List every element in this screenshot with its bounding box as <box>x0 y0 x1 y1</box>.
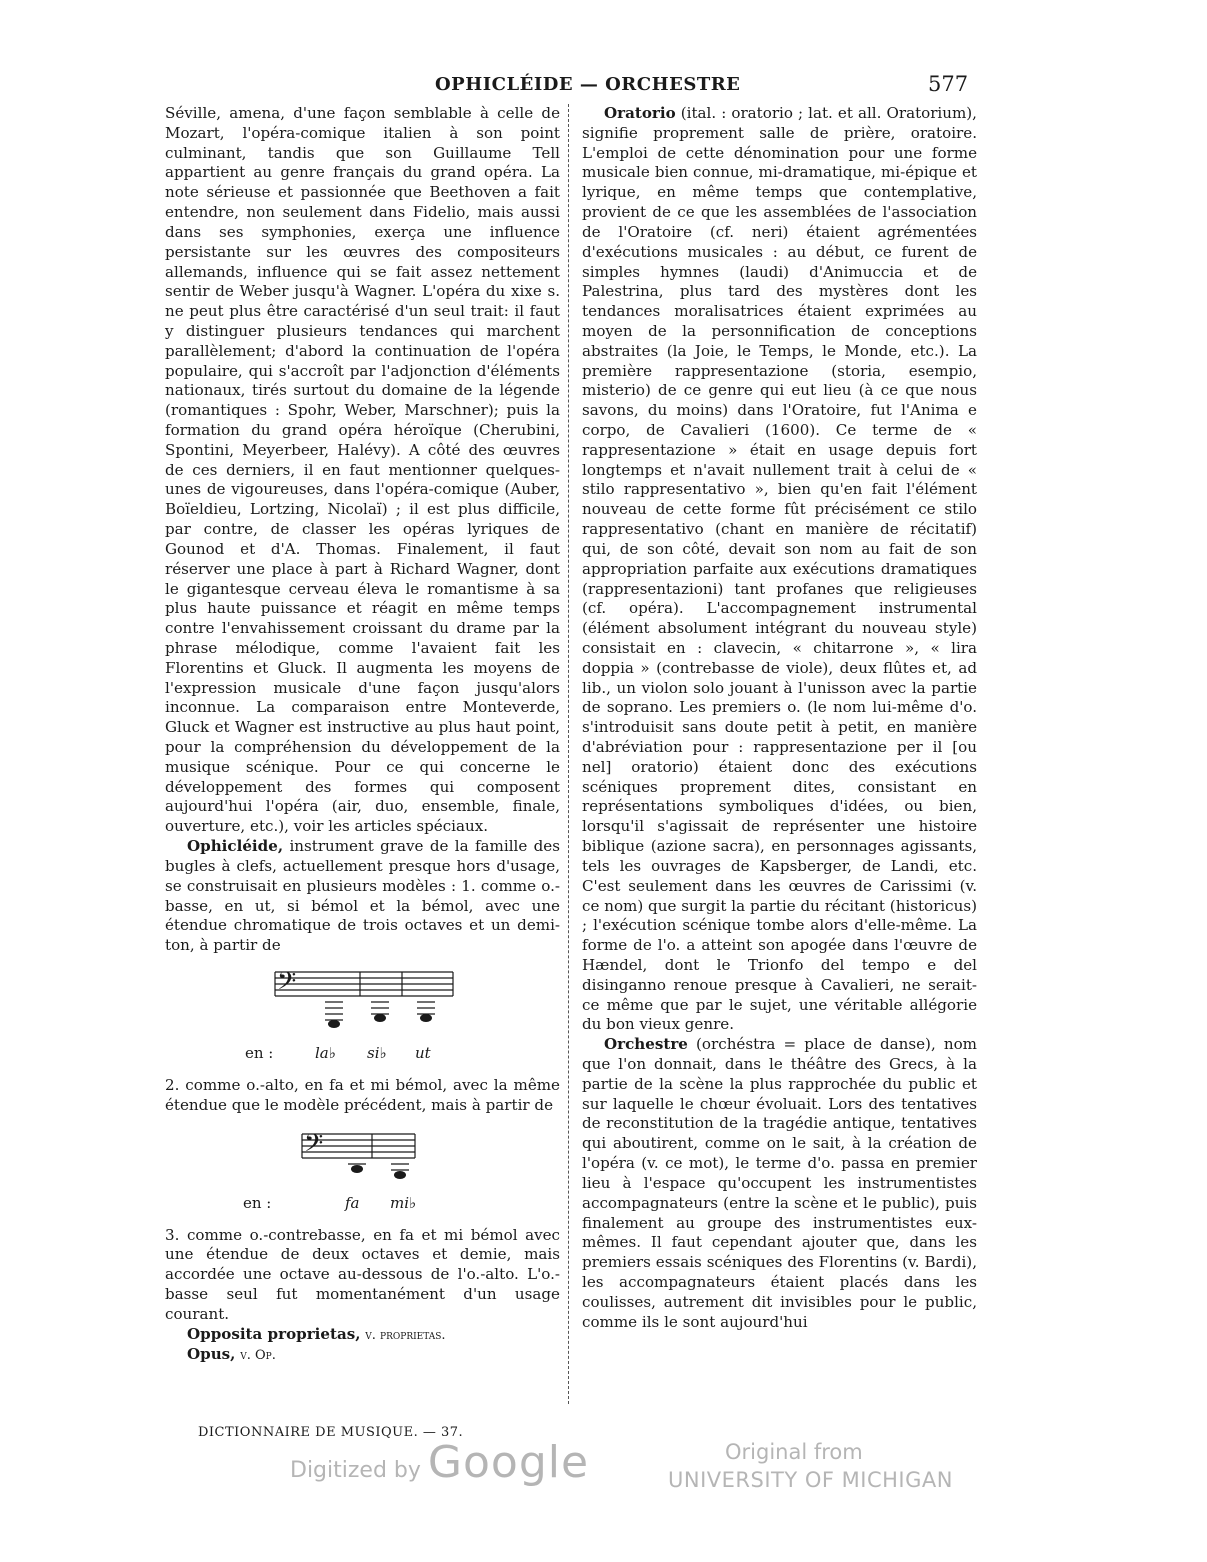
example-1-en: en : <box>245 1043 274 1062</box>
oratorio-headword: Oratorio <box>604 104 676 122</box>
contrebasse-paragraph: 3. comme o.-contrebasse, en fa et mi bémol avec une étendue de deux octaves et demie, mais accordée une octave au-dessous de l'o.-alto. L'o.-basse seul fut momentanément d'un usage courant. <box>165 1225 560 1323</box>
example-1-labels <box>165 1044 560 1066</box>
orchestre-entry <box>582 1035 977 1332</box>
page-title: OPHICLÉIDE — ORCHESTRE <box>435 74 741 95</box>
orchestre-headword: Orchestre <box>604 1035 688 1054</box>
opus-entry <box>165 1345 560 1366</box>
opposita-crossref: v. proprietas. <box>365 1327 446 1343</box>
oratorio-entry <box>582 104 977 1035</box>
ophicleide-entry <box>165 837 560 956</box>
bass-staff-1 <box>165 964 560 1040</box>
opus-crossref: v. Op. <box>240 1348 276 1364</box>
google-logo-text: Google <box>427 1437 590 1488</box>
note-label: si♭ <box>367 1043 387 1062</box>
opposita-headword: Opposita proprietas, <box>187 1324 361 1343</box>
ophicleide-text: instrument grave de la famille des bugles à clefs, actuellement presque hors d'usage, se construisait en plusieurs modèles : 1. comme o.-basse, en ut, si bémol et la bémol, avec une étendue chromatique de trois octaves et un demi-ton, à partir de <box>165 837 560 955</box>
svg-text:𝄢: 𝄢 <box>304 1128 324 1164</box>
ophicleide-headword: Ophicléide, <box>187 837 284 856</box>
signature-mark: DICTIONNAIRE DE MUSIQUE. — 37. <box>198 1425 464 1440</box>
university-text: UNIVERSITY OF MICHIGAN <box>668 1468 953 1492</box>
bass-staff-2 <box>165 1124 560 1190</box>
orchestre-text: (orchéstra = place de danse), nom que l'on donnait, dans le théâtre des Grecs, à la partie de la scène la plus rapprochée du public et sur laquelle le chœur évoluait. Lors des tentatives de reconstitution de la tragédie antique, tentatives qui aboutirent, comme on le sait, à la création de l'opéra (v. ce mot), le terme d'o. passa en premier lieu à l'espace qu'occupent les instrumentistes accompagnateurs (entre la scène et le public), puis finalement au groupe des instrumentistes eux-mêmes. Il faut cependant ajouter que, dans les premiers essais scéniques des Florentins (v. Bardi), les accompagnateurs étaient placés dans les coulisses, autrement dit invisibles pour le public, comme ils le sont aujourd'hui <box>582 1035 977 1331</box>
example-2-en: en : <box>243 1193 272 1212</box>
note-label: fa <box>345 1193 360 1212</box>
right-column <box>582 104 977 1332</box>
column-rule <box>568 104 569 1404</box>
music-example-2 <box>165 1124 560 1190</box>
page-number: 577 <box>928 72 969 96</box>
running-header <box>0 70 1207 100</box>
example-2-labels <box>165 1194 560 1216</box>
digitized-by-text: Digitized by <box>290 1458 421 1483</box>
opposita-entry <box>165 1325 560 1346</box>
svg-text:𝄢: 𝄢 <box>277 966 297 1002</box>
note-label: ut <box>415 1043 431 1062</box>
opus-headword: Opus, <box>187 1345 236 1364</box>
original-from-text: Original from <box>725 1440 863 1464</box>
left-column <box>165 104 560 1366</box>
music-example-1 <box>165 964 560 1040</box>
google-watermark <box>290 1437 589 1488</box>
note-label: mi♭ <box>390 1193 417 1212</box>
alto-paragraph: 2. comme o.-alto, en fa et mi bémol, avec la même étendue que le modèle précédent, mais à partir de <box>165 1075 560 1114</box>
note-label: la♭ <box>315 1043 336 1062</box>
oratorio-text: (ital. : oratorio ; lat. et all. Oratorium), signifie proprement salle de prière, oratoire. L'emploi de cette dénomination pour une forme musicale bien connue, mi-dramatique, mi-épique et lyrique, en même temps que contemplative, provient de ce que les assemblées de l'association de l'Oratoire (cf. neri) étaient agrémentées d'exécutions musicales : au début, ce furent de simples hymnes (laudi) d'Animuccia et de Palestrina, plus tard des mystères dont les tendances moralisatrices étaient exprimées au moyen de la personnification de conceptions abstraites (la Joie, le Temps, le Monde, etc.). La première rappresentazione (storia, esempio, misterio) de ce genre qui eut lieu (à ce que nous savons, du moins) dans l'Oratoire, fut l'Anima e corpo, de Cavalieri (1600). Ce terme de « rappresentazione » était en usage depuis fort longtemps et n'avait nullement trait à celui de « stilo rappresentativo », bien qu'en fait l'élément nouveau de cette forme fût précisément ce stilo rappresentativo (chant en manière de récitatif) qui, de son côté, devait son nom au fait de son appropriation parfaite aux exécutions dramatiques (rappresentazioni) tant profanes que religieuses (cf. opéra). L'accompagnement instrumental (élément absolument intégrant du nouveau style) consistait en : clavecin, « chitarrone », « lira doppia » (contrebasse de viole), deux flûtes et, ad lib., un violon solo jouant à l'unisson avec la partie de soprano. Les premiers o. (le nom lui-même d'o. s'introduisit sans doute petit à petit, en manière d'abréviation pour : rappresentazione per il [ou nel] oratorio) étaient donc des exécutions scéniques proprement dites, consistant en représentations symboliques d'idées, ou bien, lorsqu'il s'agissait de représenter une histoire biblique (azione sacra), en personnages agissants, tels les ouvrages de Kapsberger, de Landi, etc. C'est seulement dans les œuvres de Carissimi (v. ce nom) que surgit la partie du récitant (historicus) ; l'exécution scénique tombe alors d'elle-même. La forme de l'o. a atteint son apogée dans l'œuvre de Hændel, dont le Trionfo del tempo e del disinganno renoue presque à Cavalieri, ne serait-ce même que par le sujet, une véritable allégorie du bon vieux genre. <box>582 104 977 1034</box>
opera-paragraph: Séville, amena, d'une façon semblable à celle de Mozart, l'opéra-comique italien à son point culminant, tandis que son Guillaume Tell appartient au genre français du grand opéra. La note sérieuse et passionnée que Beethoven a fait entendre, non seulement dans Fidelio, mais aussi dans ses symphonies, exerça une influence persistante sur les œuvres des compositeurs allemands, influence qui se fait assez nettement sentir de Weber jusqu'à Wagner. L'opéra du xixe s. ne peut plus être caractérisé d'un seul trait: il faut y distinguer plusieurs tendances qui marchent parallèlement; d'abord la continuation de l'opéra populaire, qui s'accroît par l'adjonction d'éléments nationaux, tirés surtout du domaine de la légende (romantiques : Spohr, Weber, Marschner); puis la formation du grand opéra héroïque (Cherubini, Spontini, Meyerbeer, Halévy). A côté des œuvres de ces derniers, il en faut mentionner quelques-unes de vigoureuses, dans l'opéra-comique (Auber, Boïeldieu, Lortzing, Nicolaï) ; il est plus difficile, par contre, de classer les opéras lyriques de Gounod et d'A. Thomas. Finalement, il faut réserver une place à part à Richard Wagner, dont le gigantesque cerveau éleva le romantisme à sa plus haute puissance et réagit en même temps contre l'envahissement croissant du drame par la phrase mélodique, comme l'avaient fait les Florentins et Gluck. Il augmenta les moyens de l'expression musicale d'une façon jusqu'alors inconnue. La comparaison entre Monteverde, Gluck et Wagner est instructive au plus haut point, pour la compréhension du développement de la musique scénique. Pour ce qui concerne le développement des formes qui composent aujourd'hui l'opéra (air, duo, ensemble, finale, ouverture, etc.), voir les articles spéciaux. <box>165 104 560 836</box>
